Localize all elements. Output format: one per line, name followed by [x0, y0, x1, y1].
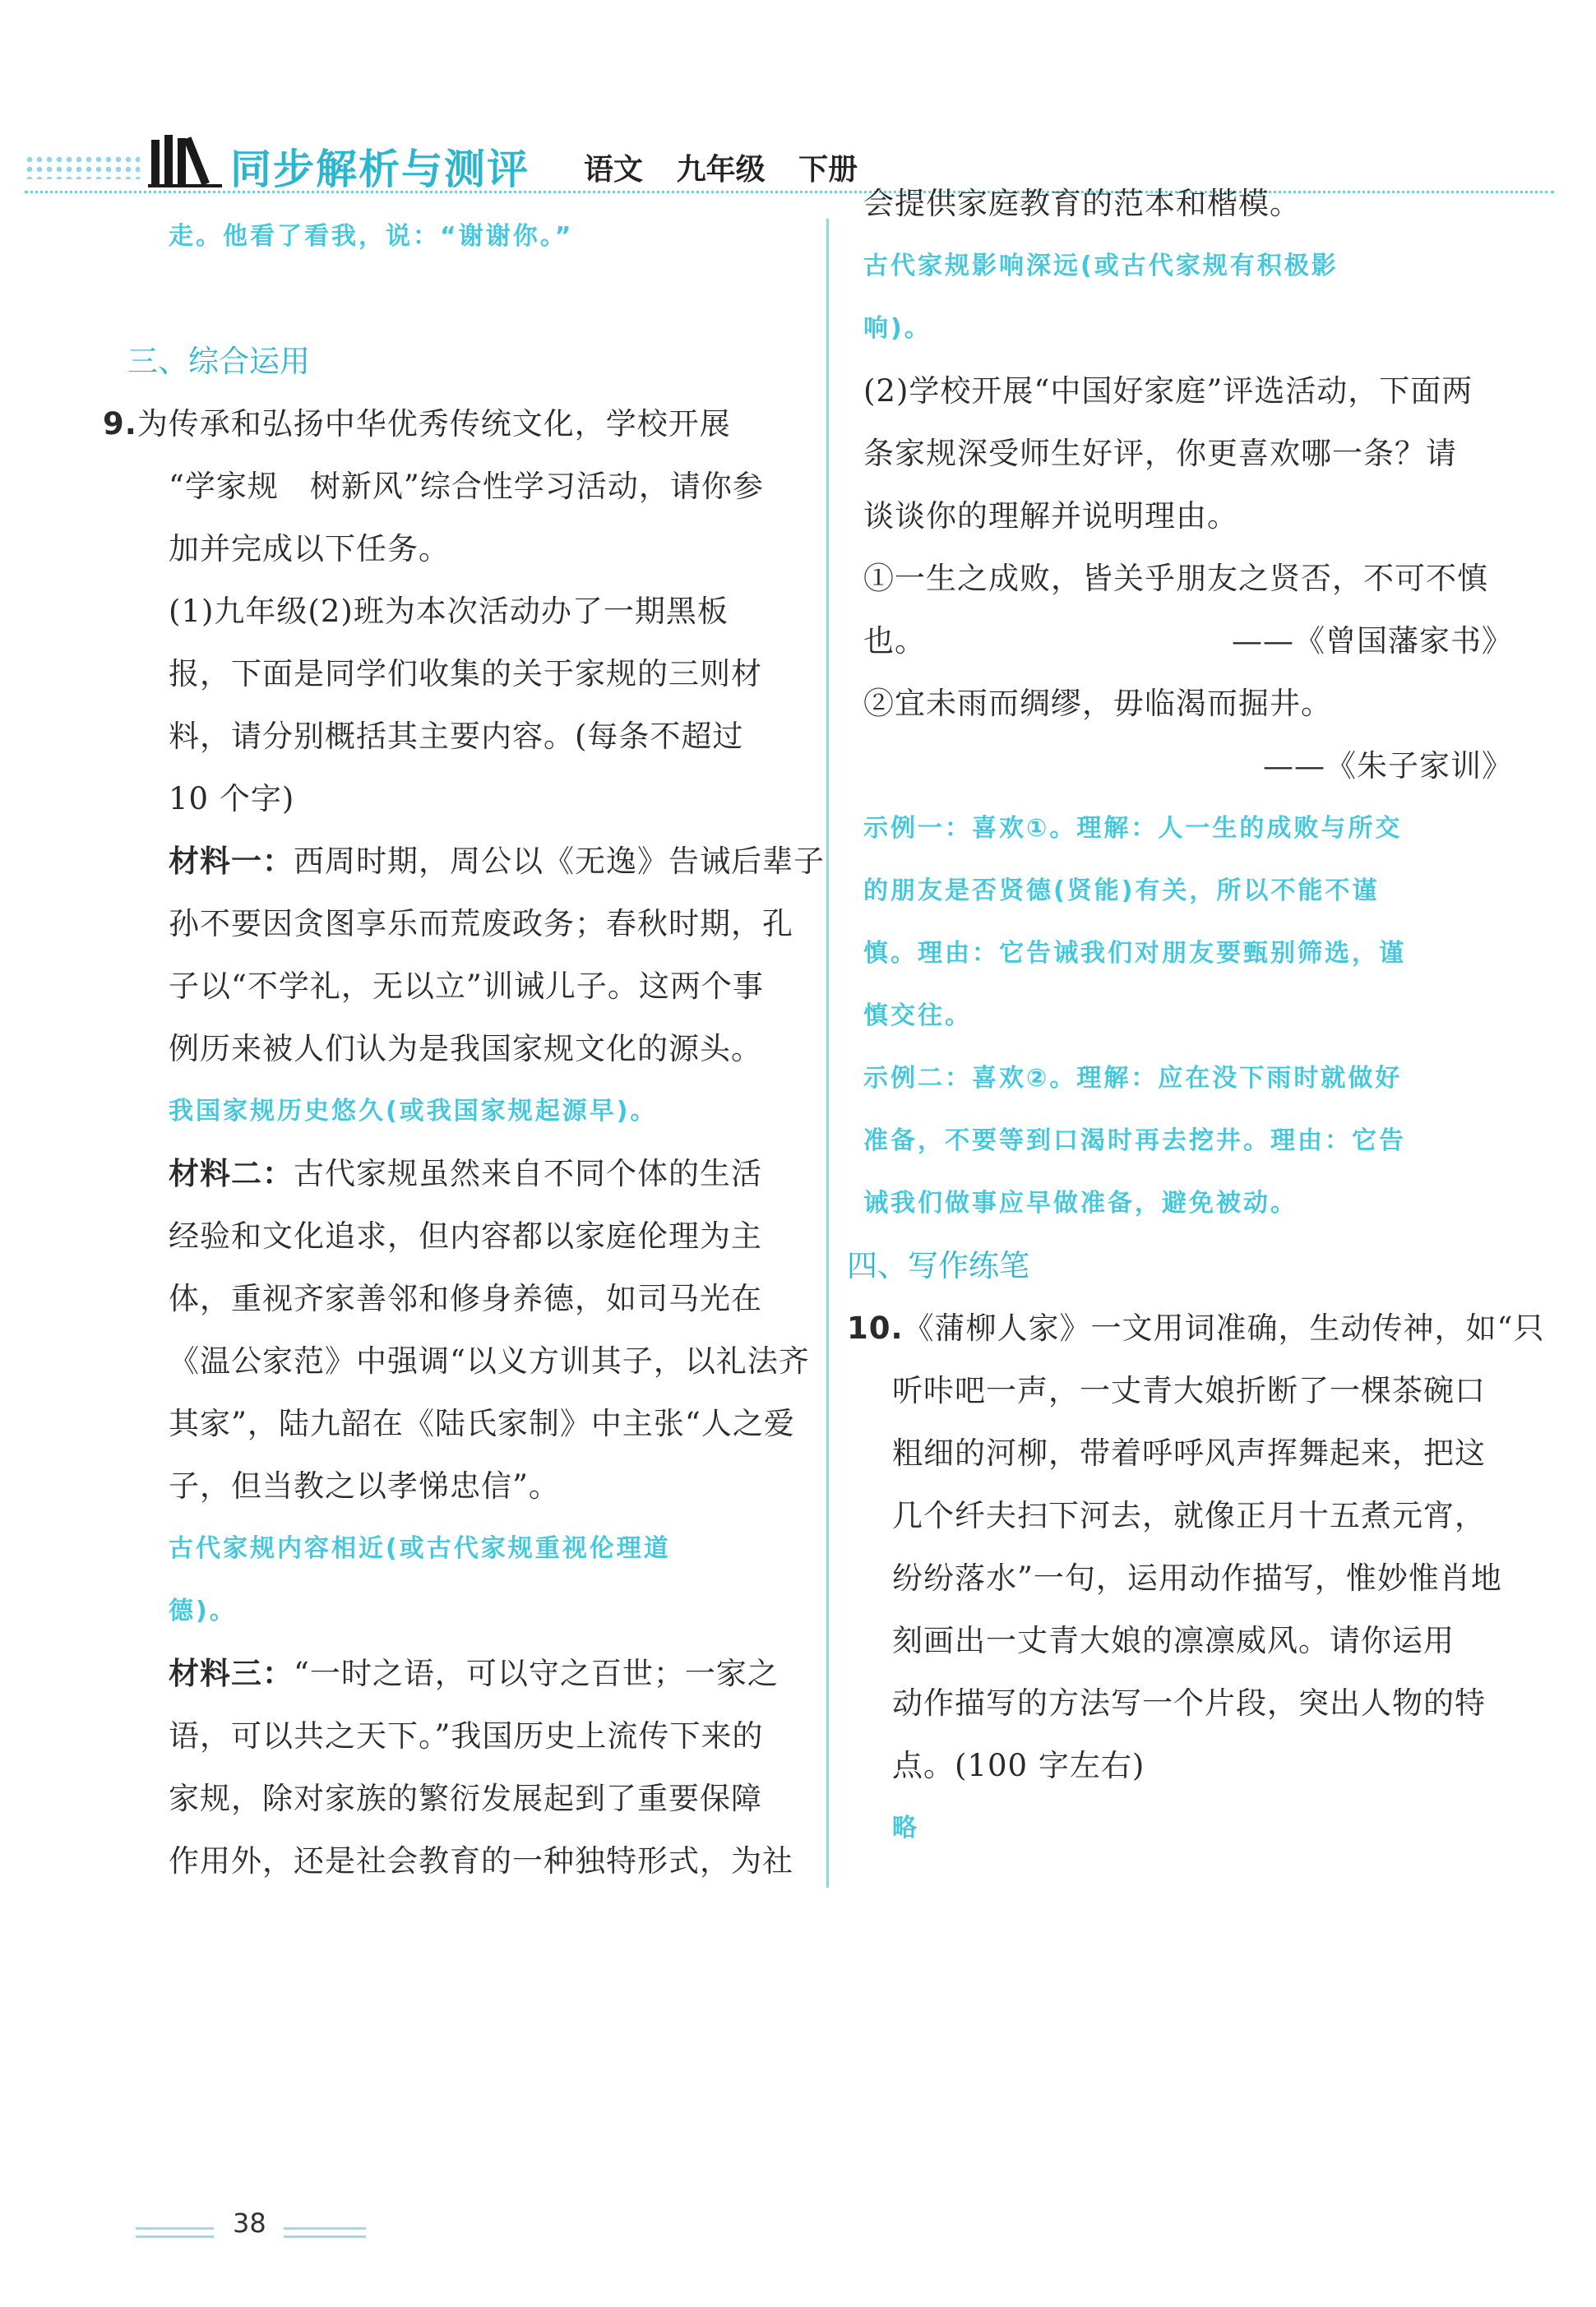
family-rule-1: ①一生之成败，皆关乎朋友之贤否，不可不慎 — [863, 561, 1488, 596]
part-1-line: (1)九年级(2)班为本次活动办了一期黑板 — [169, 594, 729, 629]
subject-label: 语文 — [584, 153, 644, 187]
question-10-line: 粗细的河柳，带着呼呼风声挥舞起来，把这 — [892, 1436, 1486, 1471]
answer-line: 准备，不要等到口渴时再去挖井。理由：它告 — [863, 1126, 1406, 1155]
column-divider — [826, 219, 829, 1888]
answer-line: 慎交往。 — [863, 1001, 972, 1030]
answer-line: 走。他看了看我，说：“谢谢你。” — [169, 222, 574, 251]
material-3-line: 作用外，还是社会教育的一种独特形式，为社 — [169, 1843, 793, 1879]
part-1-line: 10 个字) — [169, 781, 295, 816]
material-label: 材料一： — [169, 844, 294, 879]
family-rule-2: ②宜未雨而绸缪，毋临渴而掘井。 — [863, 686, 1332, 721]
material-2-line: 其家”，陆九韶在《陆氏家制》中主张“人之爱 — [169, 1406, 795, 1441]
footer-rule-left — [136, 2227, 214, 2230]
volume-label: 下册 — [798, 153, 858, 187]
answer-line: 古代家规内容相近(或古代家规重视伦理道 — [169, 1534, 671, 1563]
part-1-line: 料，请分别概括其主要内容。(每条不超过 — [169, 719, 744, 754]
page-footer — [136, 2208, 382, 2249]
answer-line: 响)。 — [863, 314, 932, 343]
section-heading-3: 三、综合运用 — [127, 344, 310, 379]
question-10-line: 点。(100 字左右) — [892, 1748, 1145, 1783]
header-dots-decoration — [25, 155, 140, 179]
answer-line: 德)。 — [169, 1597, 237, 1625]
question-10-line: 动作描写的方法写一个片段，突出人物的特 — [892, 1685, 1486, 1721]
part-2-line: 谈谈你的理解并说明理由。 — [863, 498, 1238, 534]
material-1-line: 孙不要因贪图享乐而荒废政务；春秋时期，孔 — [169, 906, 793, 941]
part-1-line: 报，下面是同学们收集的关于家规的三则材 — [169, 656, 762, 691]
question-10-line: 纷纷落水”一句，运用动作描写，惟妙惟肖地 — [892, 1560, 1502, 1596]
material-3-line: 会提供家庭教育的范本和楷模。 — [863, 186, 1301, 221]
question-9-line: “学家规 树新风”综合性学习活动，请你参 — [169, 469, 764, 504]
material-label: 材料三： — [169, 1656, 294, 1691]
page-number: 38 — [233, 2208, 266, 2239]
grade-label: 九年级 — [676, 153, 766, 187]
question-9-line: 加并完成以下任务。 — [169, 531, 450, 566]
material-1-line: 材料一：西周时期，周公以《无逸》告诫后辈子 — [169, 844, 825, 879]
material-1-line: 子以“不学礼，无以立”训诫儿子。这两个事 — [169, 969, 764, 1004]
material-3-line: 家规，除对家族的繁衍发展起到了重要保障 — [169, 1781, 762, 1816]
footer-rule-right — [284, 2227, 366, 2230]
book-subtitle — [584, 146, 881, 188]
question-10-line: 10.《蒲柳人家》一文用词准确，生动传神，如“只 — [847, 1311, 1545, 1346]
left-column — [103, 206, 825, 1893]
material-2-line: 子，但当教之以孝悌忠信”。 — [169, 1468, 560, 1504]
answer-line: 示例二：喜欢②。理解：应在没下雨时就做好 — [863, 1064, 1403, 1093]
answer-line: 的朋友是否贤德(贤能)有关，所以不能不谨 — [863, 876, 1380, 905]
rule-source: ——《曾国藩家书》 — [1232, 623, 1513, 659]
question-9-line: 9.为传承和弘扬中华优秀传统文化，学校开展 — [103, 406, 731, 442]
material-2-line: 经验和文化追求，但内容都以家庭伦理为主 — [169, 1218, 762, 1254]
material-2-line: 《温公家范》中强调“以义方训其子，以礼法齐 — [169, 1343, 810, 1379]
material-label: 材料二： — [169, 1156, 294, 1191]
question-10-line: 听咔吧一声，一丈青大娘折断了一棵茶碗口 — [892, 1373, 1486, 1408]
answer-line: 慎。理由：它告诫我们对朋友要甄别筛选，谨 — [863, 939, 1406, 968]
answer-line: 略 — [892, 1814, 919, 1842]
material-3-line: 材料三：“一时之语，可以守之百世；一家之 — [169, 1656, 779, 1691]
part-2-line: (2)学校开展“中国好家庭”评选活动，下面两 — [863, 373, 1473, 409]
rule-source: ——《朱子家训》 — [1263, 748, 1513, 784]
section-heading-4: 四、写作练笔 — [847, 1248, 1029, 1283]
question-number: 10. — [847, 1311, 904, 1346]
footer-rule-left — [136, 2235, 214, 2238]
answer-line: 古代家规影响深远(或古代家规有积极影 — [863, 252, 1339, 280]
part-2-line: 条家规深受师生好评，你更喜欢哪一条？请 — [863, 436, 1457, 471]
family-rule-1-end: 也。 ——《曾国藩家书》 — [863, 610, 1513, 673]
question-number: 9. — [103, 406, 137, 442]
answer-line: 诫我们做事应早做准备，避免被动。 — [863, 1189, 1298, 1218]
right-column — [847, 186, 1545, 1860]
books-icon — [148, 132, 222, 189]
material-1-line: 例历来被人们认为是我国家规文化的源头。 — [169, 1031, 762, 1066]
question-10-line: 刻画出一丈青大娘的凛凛威风。请你运用 — [892, 1623, 1455, 1658]
material-2-line: 体，重视齐家善邻和修身养德，如司马光在 — [169, 1281, 762, 1316]
footer-rule-right — [284, 2235, 366, 2238]
material-3-line: 语，可以共之天下。”我国历史上流传下来的 — [169, 1718, 764, 1754]
book-title: 同步解析与测评 — [230, 146, 530, 193]
material-2-line: 材料二：古代家规虽然来自不同个体的生活 — [169, 1156, 762, 1191]
answer-line: 我国家规历史悠久(或我国家规起源早)。 — [169, 1097, 658, 1126]
question-10-line: 几个纤夫扫下河去，就像正月十五煮元宵， — [892, 1498, 1486, 1533]
answer-line: 示例一：喜欢①。理解：人一生的成败与所交 — [863, 814, 1403, 843]
